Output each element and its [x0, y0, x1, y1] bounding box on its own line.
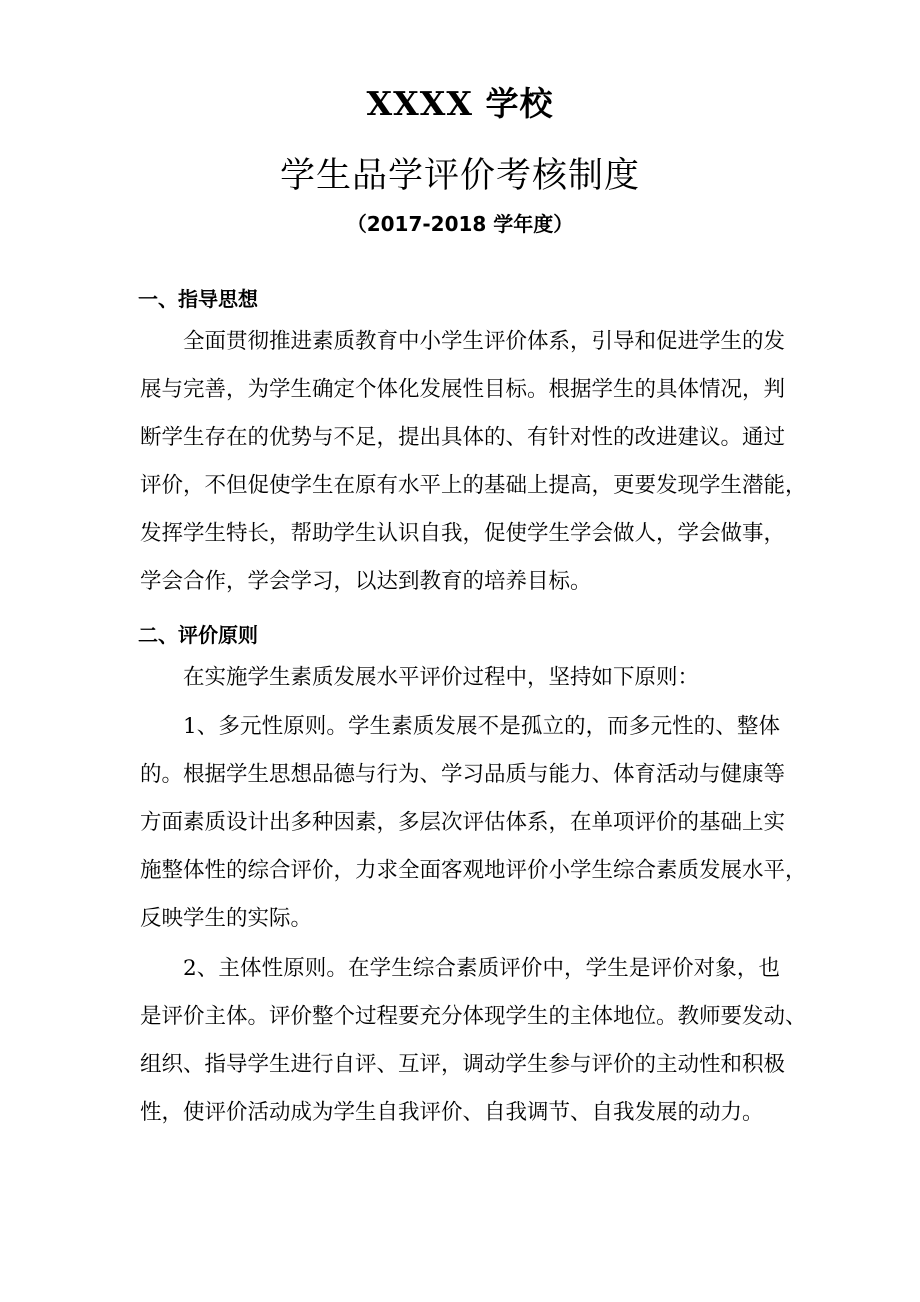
paragraph-line: 反映学生的实际。: [140, 906, 313, 931]
paragraph-line: 组织、指导学生进行自评、互评，调动学生参与评价的主动性和积极: [140, 1052, 786, 1077]
paragraph-line: 展与完善，为学生确定个体化发展性目标。根据学生的具体情况，判: [140, 377, 786, 402]
paragraph-line: 评价，不但促使学生在原有水平上的基础上提高，更要发现学生潜能，: [140, 473, 807, 498]
paragraph-line: 全面贯彻推进素质教育中小学生评价体系，引导和促进学生的发: [183, 329, 786, 354]
paragraph-line: 断学生存在的优势与不足，提出具体的、有针对性的改进建议。通过: [140, 425, 786, 450]
academic-year: （2017-2018 学年度）: [346, 212, 574, 236]
section-heading-guiding-ideology: 一、指导思想: [138, 287, 258, 311]
paragraph-line: 学会合作，学会学习，以达到教育的培养目标。: [140, 569, 592, 594]
paragraph-line: 1、多元性原则。学生素质发展不是孤立的，而多元性的、整体: [183, 714, 780, 739]
paragraph-line: 性，使评价活动成为学生自我评价、自我调节、自我发展的动力。: [140, 1100, 764, 1125]
paragraph-line: 方面素质设计出多种因素，多层次评估体系，在单项评价的基础上实: [140, 810, 786, 835]
school-title: XXXX 学校: [366, 84, 554, 123]
paragraph-line: 在实施学生素质发展水平评价过程中，坚持如下原则：: [183, 665, 700, 690]
paragraph-line: 的。根据学生思想品德与行为、学习品质与能力、体育活动与健康等: [140, 762, 786, 787]
paragraph-line: 发挥学生特长，帮助学生认识自我，促使学生学会做人，学会做事，: [140, 521, 786, 546]
paragraph-line: 是评价主体。评价整个过程要充分体现学生的主体地位。教师要发动、: [140, 1004, 807, 1029]
document-title: 学生品学评价考核制度: [279, 156, 640, 196]
paragraph-diversity-principle: [140, 703, 807, 943]
paragraph-principles-intro: [140, 654, 780, 702]
paragraph-subjectivity-principle: [140, 945, 807, 1137]
paragraph-guiding-ideology: [140, 318, 807, 606]
paragraph-line: 施整体性的综合评价，力求全面客观地评价小学生综合素质发展水平，: [140, 858, 807, 883]
paragraph-line: 2、主体性原则。在学生综合素质评价中，学生是评价对象，也: [183, 956, 780, 981]
section-heading-evaluation-principles: 二、评价原则: [138, 623, 258, 647]
